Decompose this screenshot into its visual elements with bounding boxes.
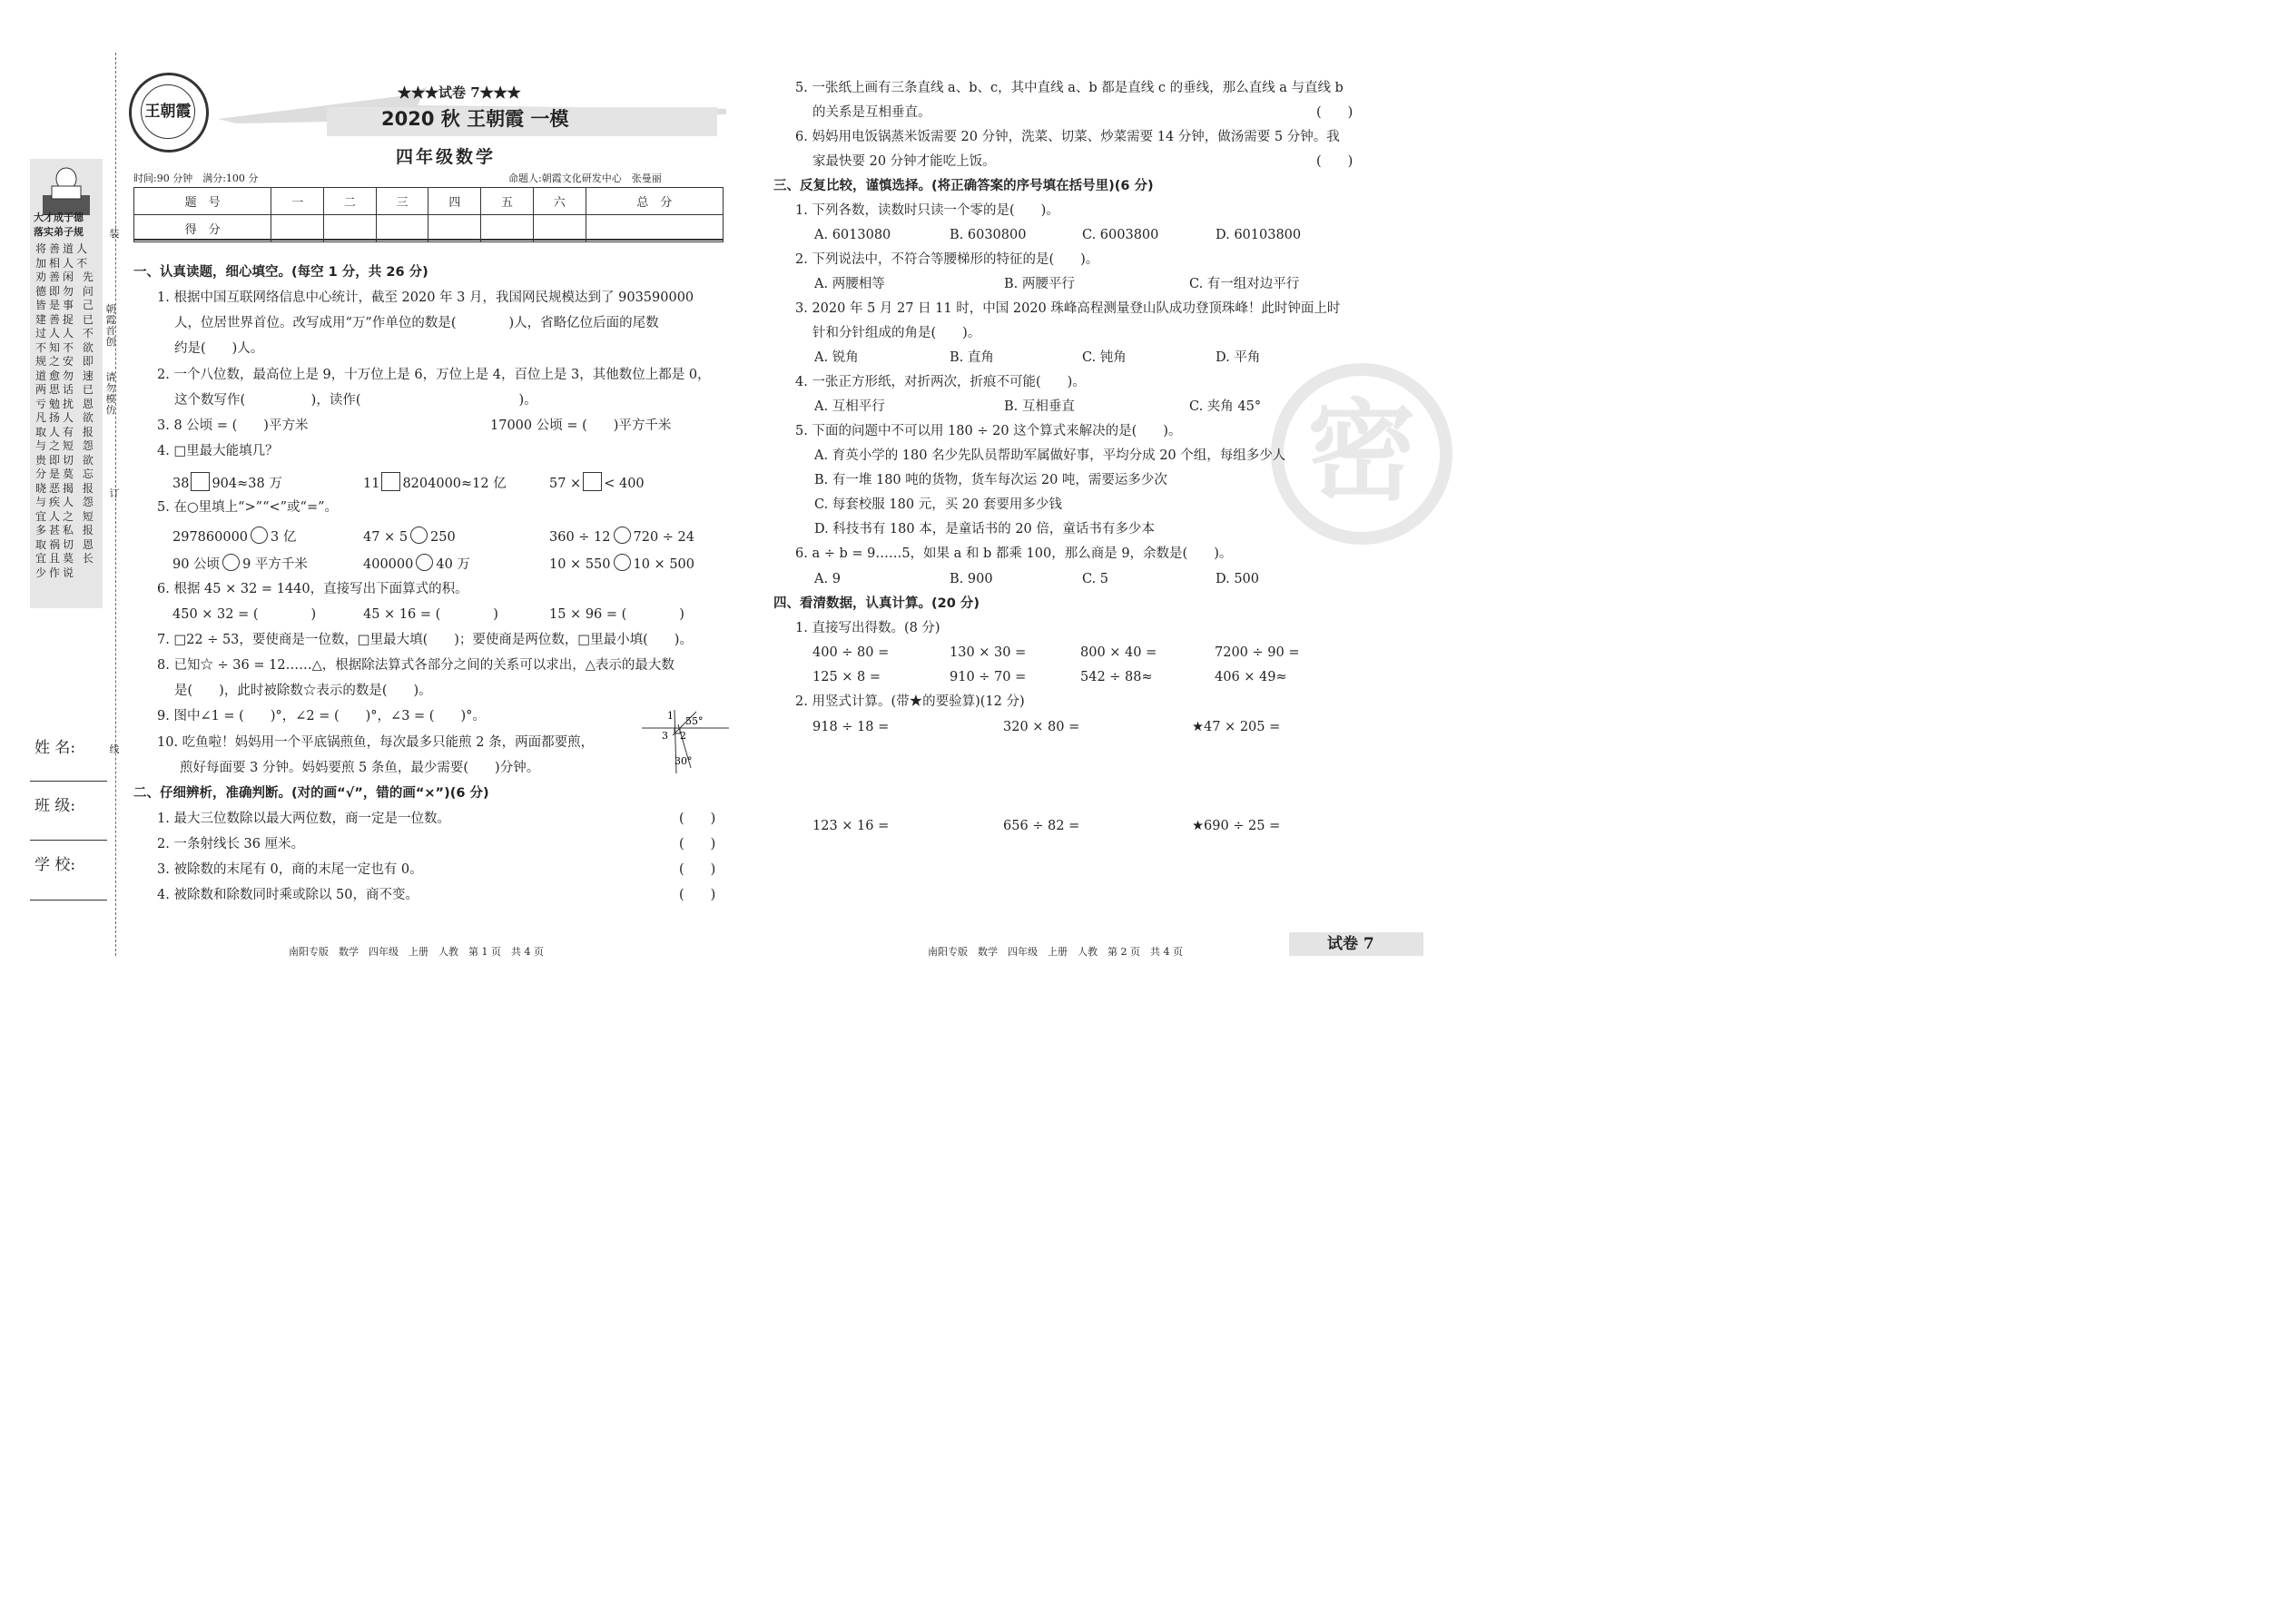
question-text: 5. 在○里填上“>”“<”或“=”。 <box>157 500 339 515</box>
score-cell[interactable] <box>428 215 481 242</box>
judge-item: 1. 最大三位数除以最大两位数，商一定是一位数。 <box>157 812 450 826</box>
option[interactable]: C. 5 <box>1082 572 1109 586</box>
compare-item: 90 公顷 9 平方千米 <box>172 554 308 573</box>
calc-item: ★47 × 205 = <box>1192 720 1281 734</box>
angle-label: 1 <box>667 710 674 722</box>
calc-item: 800 × 40 = <box>1080 645 1157 660</box>
question-text: 6. 根据 45 × 32 = 1440，直接写出下面算式的积。 <box>157 582 468 596</box>
option[interactable]: D. 科技书有 180 本，是童话书的 20 倍，童话书有多少本 <box>814 522 1155 536</box>
score-cell[interactable] <box>533 215 586 242</box>
compare-item: 360 ÷ 12 720 ÷ 24 <box>549 527 694 546</box>
answer-box[interactable] <box>583 472 602 491</box>
question-text: 人，位居世界首位。改写成用“万”作单位的数是( )人，省略亿位后面的尾数 <box>174 316 659 330</box>
score-header: 五 <box>481 188 534 215</box>
calc-item: 7200 ÷ 90 = <box>1215 645 1300 660</box>
calc-item: 320 × 80 = <box>1003 720 1080 734</box>
compare-circle[interactable] <box>251 527 268 544</box>
answer-paren[interactable]: ( ) <box>1316 105 1354 120</box>
exam-title: 2020 秋 王朝霞 一模 <box>381 108 569 130</box>
brand-logo <box>129 73 209 153</box>
subject-title: 四年级数学 <box>396 147 497 167</box>
calc-item: 918 ÷ 18 = <box>812 720 890 734</box>
option[interactable]: C. 每套校服 180 元，买 20 套要用多少钱 <box>814 497 1062 512</box>
option[interactable]: D. 平角 <box>1216 350 1261 365</box>
question-text: 2. 一个八位数，最高位上是 9，十万位上是 6，万位上是 4，百位上是 3，其他数位上都是 0， <box>157 368 711 382</box>
judge-item: 5. 一张纸上画有三条直线 a、b、c，其中直线 a、b 都是直线 c 的垂线，那么直线 a 与直线 b <box>795 81 1344 95</box>
question-text: 9. 图中∠1 = ( )°，∠2 = ( )°，∠3 = ( )°。 <box>157 709 486 723</box>
option[interactable]: A. 互相平行 <box>814 399 885 414</box>
logo-text: 王朝霞 <box>141 84 195 139</box>
answer-paren[interactable]: ( ) <box>679 888 716 902</box>
calc-item: 656 ÷ 82 = <box>1003 819 1080 833</box>
option[interactable]: C. 夹角 45° <box>1189 399 1262 414</box>
question-text: 煎好每面要 3 分钟。妈妈要煎 5 条鱼，最少需要( )分钟。 <box>180 761 540 775</box>
option[interactable]: A. 两腰相等 <box>814 277 885 291</box>
calc-item: 400 ÷ 80 = <box>812 645 890 660</box>
question-text: 这个数写作( )，读作( )。 <box>174 393 537 408</box>
question-text: 6. a ÷ b = 9……5，如果 a 和 b 都乘 100，那么商是 9，余数是( )。 <box>795 546 1233 561</box>
judge-item: 4. 被除数和除数同时乘或除以 50，商不变。 <box>157 888 419 902</box>
option[interactable]: C. 有一组对边平行 <box>1189 277 1300 291</box>
option[interactable]: B. 直角 <box>950 350 994 365</box>
angle-label: 3 <box>662 730 668 742</box>
q4-item: 11 8204000≈12 亿 <box>363 472 507 492</box>
calc-item: 406 × 49≈ <box>1215 670 1287 684</box>
binding-mark: 请勿模仿 <box>105 371 116 416</box>
question-text: 5. 下面的问题中不可以用 180 ÷ 20 这个算式来解决的是( )。 <box>795 424 1182 438</box>
judge-item: 2. 一条射线长 36 厘米。 <box>157 837 305 851</box>
question-text: 针和分针组成的角是( )。 <box>812 326 981 340</box>
angle-label: 55° <box>685 715 704 727</box>
angle-label: 30° <box>674 755 693 767</box>
question-text: 1. 下列各数，读数时只读一个零的是( )。 <box>795 203 1059 218</box>
compare-item: 297860000 3 亿 <box>172 527 296 546</box>
compare-item: 400000 40 万 <box>363 554 470 573</box>
score-header: 总 分 <box>586 188 723 215</box>
question-text: 7. □22 ÷ 53，要使商是一位数，□里最大填( )；要使商是两位数，□里最小填( )。 <box>157 633 693 647</box>
score-header: 一 <box>271 188 324 215</box>
score-header: 三 <box>376 188 428 215</box>
question-text: 2. 用竖式计算。(带★的要验算)(12 分) <box>795 694 1025 709</box>
question-text: 3. 8 公顷 = ( )平方米 <box>157 418 309 433</box>
q4-item: 38 904≈38 万 <box>172 472 282 492</box>
score-cell[interactable] <box>324 215 377 242</box>
footer-badge: 试卷 7 <box>1327 935 1374 953</box>
motto-line: 大才成于德 <box>34 212 84 223</box>
time-info: 时间:90 分钟 满分:100 分 <box>133 172 259 184</box>
calc-item: 450 × 32 = ( ) <box>172 607 317 622</box>
calc-item: 123 × 16 = <box>812 819 890 833</box>
score-header: 四 <box>428 188 481 215</box>
question-text: 约是( )人。 <box>174 341 264 356</box>
binding-mark: 装 <box>109 228 120 240</box>
binding-dashed-line <box>115 53 116 956</box>
class-label: 班 级: <box>34 797 76 815</box>
judge-item: 的关系是互相垂直。 <box>812 105 931 120</box>
angle-label: 2 <box>680 730 686 742</box>
calc-item: ★690 ÷ 25 = <box>1192 819 1281 833</box>
option[interactable]: C. 6003800 <box>1082 228 1159 242</box>
option[interactable]: A. 锐角 <box>814 350 859 365</box>
option[interactable]: B. 互相垂直 <box>1004 399 1075 414</box>
question-text: 1. 根据中国互联网络信息中心统计，截至 2020 年 3 月，我国网民规模达到了 903590000 <box>157 290 694 305</box>
calc-item: 45 × 16 = ( ) <box>363 607 498 622</box>
option[interactable]: C. 钝角 <box>1082 350 1127 365</box>
score-header: 二 <box>324 188 377 215</box>
binding-mark: 朝霞首创 <box>105 303 116 348</box>
answer-paren[interactable]: ( ) <box>1316 154 1354 169</box>
paper-badge: ★★★试卷 7★★★ <box>398 84 521 101</box>
compare-item: 10 × 550 10 × 500 <box>549 554 694 573</box>
answer-paren[interactable]: ( ) <box>679 837 716 851</box>
question-text: 是( )，此时被除数☆表示的数是( )。 <box>174 684 432 698</box>
score-cell[interactable] <box>586 215 723 242</box>
name-field[interactable] <box>30 781 107 782</box>
name-label: 姓 名: <box>34 739 76 757</box>
option[interactable]: D. 60103800 <box>1216 228 1302 242</box>
compare-circle[interactable] <box>410 527 428 544</box>
section-title: 三、反复比较，谨慎选择。(将正确答案的序号填在括号里)(6 分) <box>773 179 1154 193</box>
footer-right: 南阳专版 数学 四年级 上册 人教 第 2 页 共 4 页 <box>928 946 1183 958</box>
score-cell[interactable] <box>271 215 324 242</box>
score-header: 六 <box>533 188 586 215</box>
class-field[interactable] <box>30 840 107 841</box>
binding-mark: 线 <box>109 743 120 755</box>
school-label: 学 校: <box>34 856 76 874</box>
compare-circle[interactable] <box>614 527 631 544</box>
option[interactable]: A. 6013080 <box>814 228 891 242</box>
sidebar-poem: 将善道人 加相人不 劝善闲 先德即勿 问皆是事 己建善捉 已过人人 不不知不 欲规之安 即道愈勿 速两思话 已亏勉扰 恩凡扬人 欲取人有 报与之短 怨贵即切 欲分是莫 忘晓恶揭 报与疾人 怨宜人之 短多甚私 报取祸切 恩宜且莫 长少作说 <box>35 242 96 579</box>
judge-item: 家最快要 20 分钟才能吃上饭。 <box>812 154 996 169</box>
question-text: 2. 下列说法中，不符合等腰梯形的特征的是( )。 <box>795 252 1099 267</box>
compare-circle[interactable] <box>416 554 433 571</box>
question-text: 3. 2020 年 5 月 27 日 11 时，中国 2020 珠峰高程测量登山队成功登顶珠峰！此时钟面上时 <box>795 301 1341 316</box>
score-cell[interactable] <box>376 215 428 242</box>
q4-item: 57 × < 400 <box>549 472 645 492</box>
compare-item: 47 × 5 250 <box>363 527 456 546</box>
question-text: 17000 公顷 = ( )平方千米 <box>490 418 672 433</box>
question-text: 1. 直接写出得数。(8 分) <box>795 621 940 635</box>
question-text: 8. 已知☆ ÷ 36 = 12……△，根据除法算式各部分之间的关系可以求出，△表示的最大数 <box>157 658 674 673</box>
score-table <box>133 187 724 242</box>
compare-circle[interactable] <box>614 554 631 571</box>
answer-box[interactable] <box>381 472 400 491</box>
footer-left: 南阳专版 数学 四年级 上册 人教 第 1 页 共 4 页 <box>289 946 544 958</box>
calc-item: 125 × 8 = <box>812 670 881 684</box>
option[interactable]: A. 9 <box>814 572 841 586</box>
question-text: 4. □里最大能填几？ <box>157 444 279 458</box>
secret-watermark: 密 <box>1271 363 1452 545</box>
option[interactable]: D. 500 <box>1216 572 1260 586</box>
author-info: 命题人:朝霞文化研发中心 张曼丽 <box>508 172 662 184</box>
motto-line: 落实弟子规 <box>34 226 84 238</box>
school-field[interactable] <box>30 900 107 901</box>
question-text: 4. 一张正方形纸，对折两次，折痕不可能( )。 <box>795 375 1086 389</box>
section-title: 一、认真读题，细心填空。(每空 1 分，共 26 分) <box>133 265 428 280</box>
score-row-label: 得 分 <box>134 215 271 242</box>
sidebar-motto-panel <box>30 159 103 608</box>
answer-paren[interactable]: ( ) <box>679 812 716 826</box>
binding-mark: 订 <box>109 487 120 499</box>
section-title: 四、看清数据，认真计算。(20 分) <box>773 596 980 611</box>
option[interactable]: B. 有一堆 180 吨的货物，货车每次运 20 吨，需要运多少次 <box>814 473 1167 487</box>
question-text: 10. 吃鱼啦！妈妈用一个平底锅煎鱼，每次最多只能煎 2 条，两面都要煎， <box>157 735 595 750</box>
divider <box>133 239 724 241</box>
score-header: 题 号 <box>134 188 271 215</box>
judge-item: 6. 妈妈用电饭锅蒸米饭需要 20 分钟，洗菜、切菜、炒菜需要 14 分钟，做汤需要 5 分钟。我 <box>795 130 1340 144</box>
calc-item: 542 ÷ 88≈ <box>1080 670 1153 684</box>
answer-paren[interactable]: ( ) <box>679 862 716 877</box>
judge-item: 3. 被除数的末尾有 0，商的末尾一定也有 0。 <box>157 862 423 877</box>
angle-figure <box>640 708 731 773</box>
section-title: 二、仔细辨析，准确判断。(对的画“√”，错的画“×”)(6 分) <box>133 786 489 801</box>
score-cell[interactable] <box>481 215 534 242</box>
option[interactable]: B. 6030800 <box>950 228 1027 242</box>
answer-box[interactable] <box>191 472 210 491</box>
compare-circle[interactable] <box>222 554 240 571</box>
option[interactable]: B. 900 <box>950 572 993 586</box>
option[interactable]: B. 两腰平行 <box>1004 277 1075 291</box>
calc-item: 15 × 96 = ( ) <box>549 607 684 622</box>
calc-item: 130 × 30 = <box>950 645 1027 660</box>
calc-item: 910 ÷ 70 = <box>950 670 1027 684</box>
option[interactable]: A. 育英小学的 180 名少先队员帮助军属做好事，平均分成 20 个组，每组多少人 <box>814 448 1286 463</box>
